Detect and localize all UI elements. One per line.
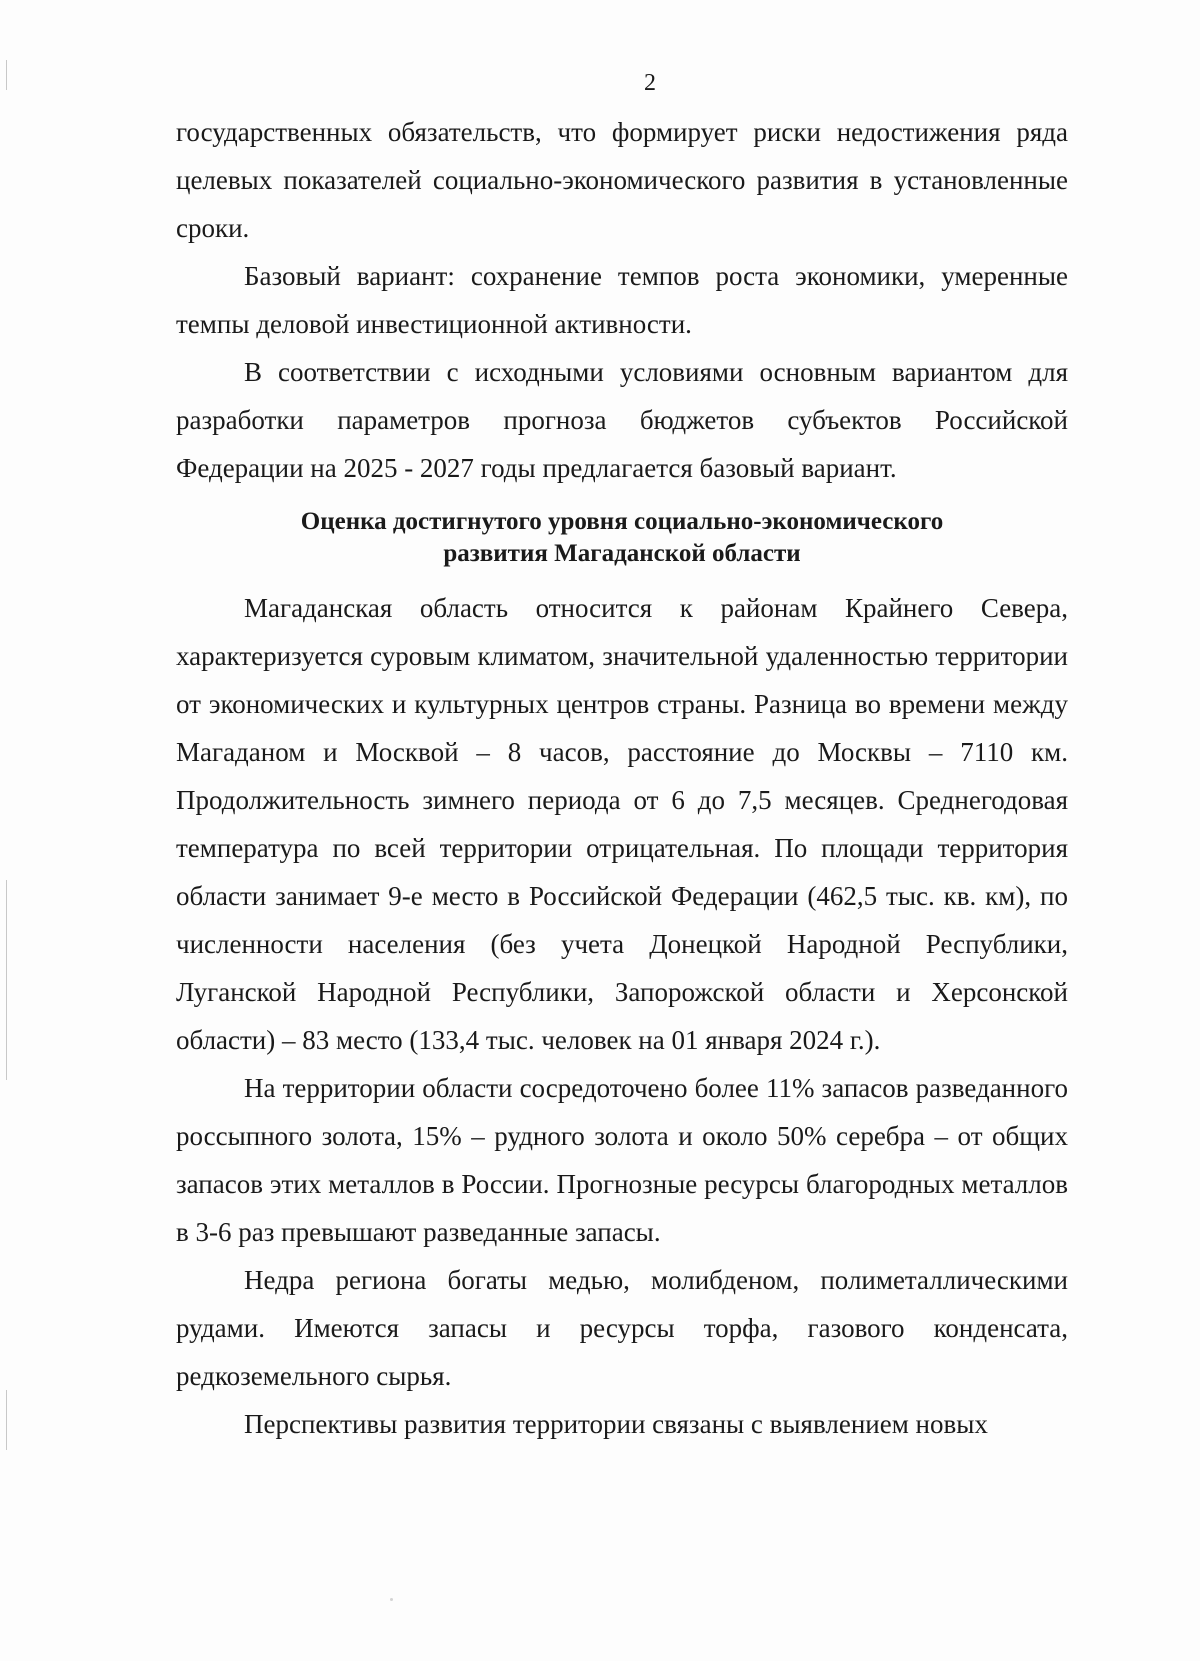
scan-edge-mark: [6, 880, 7, 1080]
heading-line: Оценка достигнутого уровня социально-экономического: [300, 508, 944, 535]
heading-line: развития Магаданской области: [443, 540, 801, 567]
paragraph: Базовый вариант: сохранение темпов роста экономики, умеренные темпы деловой инвестиционной активности.: [176, 261, 1068, 339]
paragraph: Недра региона богаты медью, молибденом, полиметаллическими рудами. Имеются запасы и ресурсы торфа, газового конденсата, редкоземельного сырья.: [176, 1265, 1068, 1391]
paragraph: Перспективы развития территории связаны с выявлением новых: [244, 1409, 988, 1439]
scan-edge-mark: [6, 1390, 7, 1450]
paragraph: В соответствии с исходными условиями основным вариантом для разработки параметров прогноза бюджетов субъектов Российской Федерации на 2025 - 2027 годы предлагается базовый вариант.: [176, 357, 1068, 483]
intro-text: [176, 108, 1068, 492]
scan-speck: [390, 1598, 393, 1601]
section-heading: [176, 506, 1068, 570]
paragraph: На территории области сосредоточено более 11% запасов разведанного россыпного золота, 15% – рудного золота и около 50% серебра – от общих запасов этих металлов в России. Прогнозные ресурсы благородных металлов в 3-6 раз превышают разведанные запасы.: [176, 1073, 1068, 1247]
body-text: [176, 584, 1068, 1448]
page-number: 2: [644, 70, 656, 96]
paragraph: государственных обязательств, что формирует риски недостижения ряда целевых показателей социально-экономического развития в установленные сроки.: [176, 117, 1068, 243]
paragraph: Магаданская область относится к районам Крайнего Севера, характеризуется суровым климатом, значительной удаленностью территории от экономических и культурных центров страны. Разница во времени между Магаданом и Москвой – 8 часов, расстояние до Москвы – 7110 км. Продолжительность зимнего периода от 6 до 7,5 месяцев. Среднегодовая температура по всей территории отрицательная. По площади территория области занимает 9-е место в Российской Федерации (462,5 тыс. кв. км), по численности населения (без учета Донецкой Народной Республики, Луганской Народной Республики, Запорожской области и Херсонской области) – 83 место (133,4 тыс. человек на 01 января 2024 г.).: [176, 593, 1068, 1055]
